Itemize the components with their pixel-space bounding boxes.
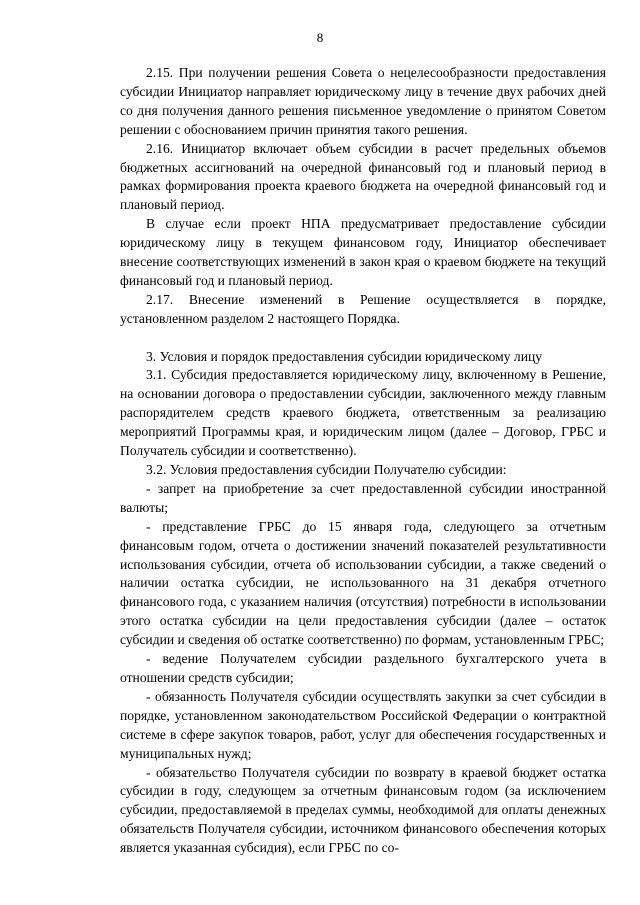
paragraph-spacer	[120, 329, 606, 348]
condition-separate-accounting: - ведение Получателем субсидии раздельного бухгалтерского учета в отношении средств субсидии;	[120, 651, 606, 685]
paragraph-2-16: 2.16. Инициатор включает объем субсидии в расчет предельных объемов бюджетных ассигнований на очередной финансовый год и плановый период в рамках формирования проекта краевого бюджета на очередной финансовый год и плановый период.	[120, 140, 606, 213]
condition-reporting: - представление ГРБС до 15 января года, следующего за отчетным финансовым годом, отчета о достижении значений показателей результативности использования субсидии, отчета об использовании субсидии, а также сведений о наличии остатка субсидии, не использованного на 31 декабря отчетного финансового года, с указанием наличия (отсутствия) потребности в использовании этого остатка субсидии на цели предоставления субсидии (далее – остаток субсидии и сведения об остатке соответственно) по формам, установленным ГРБС;	[120, 518, 606, 648]
paragraph-current-year-clause: В случае если проект НПА предусматривает предоставление субсидии юридическому лицу в текущем финансовом году, Инициатор обеспечивает внесение соответствующих изменений в закон края о краевом бюджете на текущий финансовый год и плановый период.	[120, 216, 606, 288]
page-number: 8	[316, 30, 324, 45]
paragraph-3-1: 3.1. Субсидия предоставляется юридическому лицу, включенному в Решение, на основании договора о предоставлении субсидии, заключенного между главным распорядителем средств краевого бюджета, ответственным за реализацию мероприятий Программы края, и юридическим лицом (далее – Договор, ГРБС и Получатель субсидии и соответственно).	[120, 367, 606, 459]
paragraph-2-15: 2.15. При получении решения Совета о нецелесообразности предоставления субсидии Инициатор направляет юридическому лицу в течение двух рабочих дней со дня получения данного решения письменное уведомление о принятом Советом решении с обоснованием причин принятия такого решения.	[120, 65, 606, 137]
section-3-heading: 3. Условия и порядок предоставления субсидии юридическому лицу	[146, 348, 543, 364]
document-body	[120, 64, 606, 858]
condition-procurement: - обязанность Получателя субсидии осуществлять закупки за счет субсидии в порядке, установленном законодательством Российской Федерации о контрактной системе в сфере закупок товаров, работ, услуг для обеспечения государственных и муниципальных нужд;	[120, 688, 606, 761]
condition-return-obligation: - обязательство Получателя субсидии по возврату в краевой бюджет остатка субсидии в году, следующем за отчетным финансовым годом (за исключением субсидии, предоставляемой в пределах суммы, необходимой для оплаты денежных обязательств Получателя субсидии, источником финансового обеспечения которых является указанная субсидия), если ГРБС по со-	[120, 764, 606, 856]
condition-currency-ban: - запрет на приобретение за счет предоставленной субсидии иностранной валюты;	[120, 480, 606, 515]
paragraph-3-2: 3.2. Условия предоставления субсидии Получателю субсидии:	[146, 462, 507, 478]
paragraph-2-17: 2.17. Внесение изменений в Решение осуществляется в порядке, установленном разделом 2 настоящего Порядка.	[120, 291, 606, 326]
